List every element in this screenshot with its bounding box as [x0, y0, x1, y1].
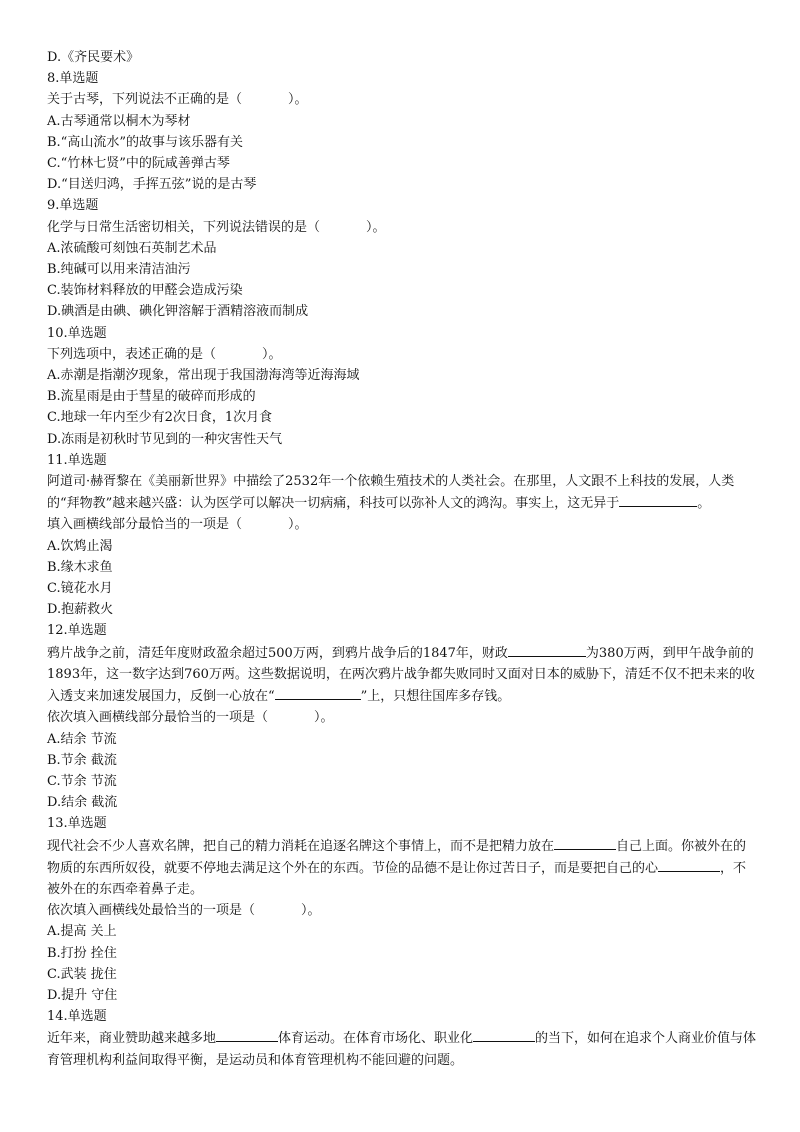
question-9-type: 9.单选题 — [47, 198, 99, 214]
fill-blank — [473, 1027, 535, 1042]
question-8-option-a: A.古琴通常以桐木为琴材 — [47, 113, 191, 129]
question-12-option-a: A.结余 节流 — [47, 731, 117, 747]
question-9-option-a: A.浓硫酸可刻蚀石英制艺术品 — [47, 240, 217, 256]
question-13-option-c: C.武装 拢住 — [47, 966, 117, 982]
question-8-option-d: D.“目送归鸿，手挥五弦”说的是古琴 — [47, 177, 257, 193]
fill-blank — [554, 835, 616, 850]
question-13-type: 13.单选题 — [47, 816, 107, 832]
question-13-passage: 现代社会不少人喜欢名牌，把自己的精力消耗在追逐名牌这个事情上，而不是把精力放在 自己上面。你被外在的物质的东西所奴役，就要不停地去满足这个外在的东西。节俭的品德不是让你过苦日子，而是要把自己的心 ，不被外在的东西牵着鼻子走。 — [47, 835, 759, 901]
question-12-option-b: B.节余 截流 — [47, 752, 117, 768]
question-10-stem: 下列选项中，表述正确的是（ ）。 — [47, 346, 282, 362]
question-13-option-a: A.提高 关上 — [47, 924, 117, 940]
question-8-type: 8.单选题 — [47, 71, 99, 87]
question-11-passage: 阿道司·赫胥黎在《美丽新世界》中描绘了2532年一个依赖生殖技术的人类社会。在那里，人文跟不上科技的发展，人类的“拜物教”越来越兴盛：认为医学可以解决一切病痛，科技可以弥补人文的鸿沟。事实上，这无异于 。 — [47, 474, 735, 512]
question-13-prompt: 依次填入画横线处最恰当的一项是（ ）。 — [47, 903, 321, 919]
fill-blank — [216, 1027, 278, 1042]
question-11-option-a: A.饮鸩止渴 — [47, 538, 113, 554]
question-10-option-d: D.冻雨是初秋时节见到的一种灾害性天气 — [47, 431, 283, 447]
fill-blank — [619, 492, 697, 507]
question-8-stem: 关于古琴，下列说法不正确的是（ ）。 — [47, 92, 308, 108]
question-12-option-c: C.节余 节流 — [47, 773, 117, 789]
fill-blank — [275, 685, 361, 700]
question-8-option-c: C.“竹林七贤”中的阮咸善弹古琴 — [47, 156, 230, 172]
question-10-option-c: C.地球一年内至少有2次日食，1次月食 — [47, 410, 273, 426]
question-11-option-c: C.镜花水月 — [47, 581, 113, 597]
question-8-option-b: B.“高山流水”的故事与该乐器有关 — [47, 134, 243, 150]
question-9-option-c: C.装饰材料释放的甲醛会造成污染 — [47, 283, 243, 299]
question-10-option-a: A.赤潮是指潮汐现象，常出现于我国渤海湾等近海海域 — [47, 368, 360, 384]
question-11-option-b: B.缘木求鱼 — [47, 559, 113, 575]
question-14-passage: 近年来，商业赞助越来越多地 体育运动。在体育市场化、职业化 的当下，如何在追求个人商业价值与体育管理机构利益间取得平衡，是运动员和体育管理机构不能回避的问题。 — [47, 1027, 759, 1070]
question-13-option-b: B.打扮 拴住 — [47, 945, 117, 961]
question-14-type: 14.单选题 — [47, 1009, 107, 1025]
question-11-prompt: 填入画横线部分最恰当的一项是（ ）。 — [47, 517, 308, 533]
document-page — [47, 47, 759, 1071]
question-13-option-d: D.提升 守住 — [47, 987, 118, 1003]
question-9-option-d: D.碘酒是由碘、碘化钾溶解于酒精溶液而制成 — [47, 304, 309, 320]
fill-blank — [658, 857, 720, 872]
question-12-type: 12.单选题 — [47, 623, 107, 639]
question-9-option-b: B.纯碱可以用来清洁油污 — [47, 262, 191, 278]
question-11-type: 11.单选题 — [47, 452, 107, 468]
question-10-option-b: B.流星雨是由于彗星的破碎而形成的 — [47, 389, 256, 405]
option-d-q7: D.《齐民要术》 — [47, 50, 140, 65]
question-10-type: 10.单选题 — [47, 325, 107, 341]
question-12-passage: 鸦片战争之前，清廷年度财政盈余超过500万两，到鸦片战争后的1847年，财政 为380万两，到甲午战争前的1893年，这一数字达到760万两。这些数据说明，在两次鸦片战争都失败同时又面对日本的威胁下，清廷不仅不把未来的收入透支来加速发展国力，反倒一心放在“ ”上，只想往国库多存钱。 — [47, 642, 759, 708]
question-11-option-d: D.抱薪救火 — [47, 602, 114, 618]
question-12-option-d: D.结余 截流 — [47, 795, 118, 811]
question-12-prompt: 依次填入画横线部分最恰当的一项是（ ）。 — [47, 710, 334, 726]
question-9-stem: 化学与日常生活密切相关，下列说法错误的是（ ）。 — [47, 219, 386, 235]
fill-blank — [508, 642, 586, 657]
